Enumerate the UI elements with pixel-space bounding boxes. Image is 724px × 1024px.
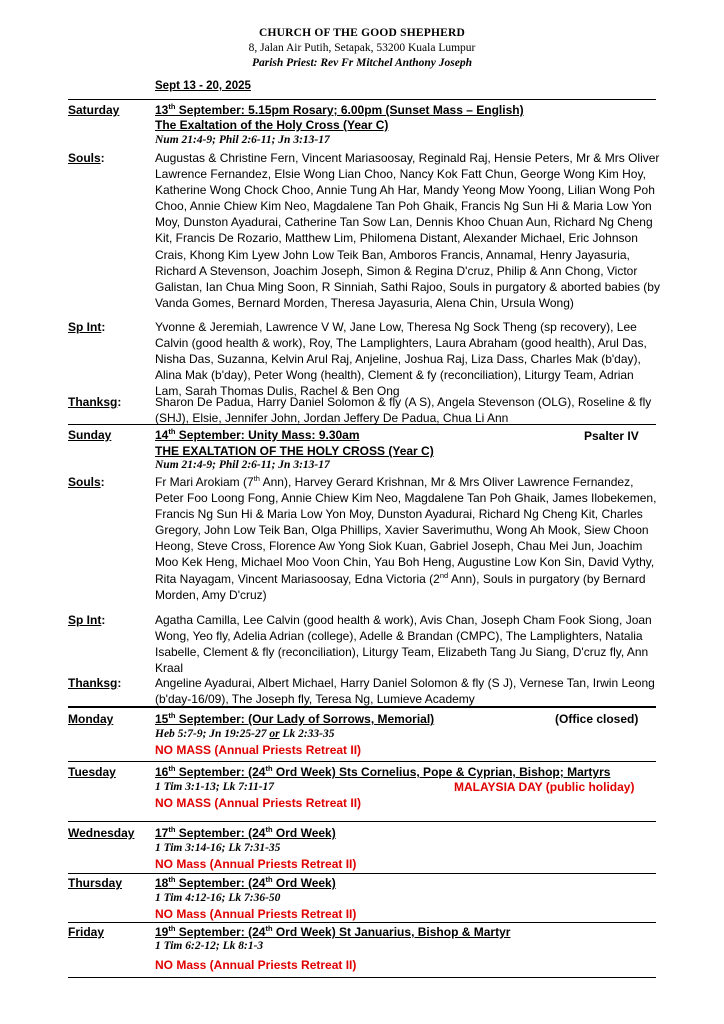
tuesday-no-mass: NO MASS (Annual Priests Retreat II) [155,796,362,810]
thanksg-label: Thanksg: [68,676,122,690]
wednesday-no-mass: NO Mass (Annual Priests Retreat II) [155,857,357,871]
day-label-wednesday: Wednesday [68,826,135,840]
tuesday-readings: 1 Tim 3:1-13; Lk 7:11-17 [155,781,275,793]
parish-priest: Parish Priest: Rev Fr Mitchel Anthony Joseph [251,57,472,69]
sp-int-label: Sp Int: [68,613,106,627]
monday-title: 15th September: (Our Lady of Sorrows, Memorial) [155,711,435,726]
monday-no-mass: NO MASS (Annual Priests Retreat II) [155,743,362,757]
thursday-no-mass: NO Mass (Annual Priests Retreat II) [155,907,357,921]
friday-no-mass: NO Mass (Annual Priests Retreat II) [155,958,357,972]
sunday-souls-list: Fr Mari Arokiam (7th Ann), Harvey Gerard Krishnan, Mr & Mrs Oliver Lawrence Fernandez, Peter Foo Loong Fong, Annie Chiew Kim Neo, Magdalene Tan Poh Ghaik, James Ilobekemen, Francis Ng Sun Hi & Maria Low Yon Moy, Dunston Ayadurai, Richard Ng Cheng Kit, Charles Gregory, John Low Teik Ban, Olga Phillips, Xavier Saverimuthu, Wong Ah Mook, Siew Choon Heong, Steve Cross, Florence Aw Yong Siok Kuan, Gabriel Joseph, Chau Mei Jun, Joachim Moo Kek Heng, Michael Moo Voon Chin, Yau Boh Heng, Augustine Low Kon Sin, David Vythy, Rita Nayagam, Vincent Mariasoosay, Edna Victoria (2nd Ann), Souls in purgatory (by Bernard Morden, Amy D'cruz) [155,474,657,602]
wednesday-title: 17th September: (24th Ord Week) [155,825,336,840]
sp-int-label: Sp Int: [68,320,106,334]
thanksg-label: Thanksg: [68,395,122,409]
malaysia-day-holiday: MALAYSIA DAY (public holiday) [454,780,635,794]
souls-label: Souls: [68,151,105,165]
day-label-saturday: Saturday [68,103,120,117]
friday-title: 19th September: (24th Ord Week) St Januarius, Bishop & Martyr [155,924,511,939]
office-closed-note: (Office closed) [555,712,639,726]
thursday-title: 18th September: (24th Ord Week) [155,875,336,890]
wednesday-readings: 1 Tim 3:14-16; Lk 7:31-35 [155,842,281,854]
sunday-thanksg-list: Angeline Ayadurai, Albert Michael, Harry Daniel Solomon & fly (S J), Vernese Tan, Irwin Leong (b'day-16/09), The Joseph fly, Teresa Ng, Lumieve Academy [155,676,655,707]
divider [68,706,656,708]
saturday-readings: Num 21:4-9; Phil 2:6-11; Jn 3:13-17 [155,134,330,146]
day-label-friday: Friday [68,925,105,939]
day-label-thursday: Thursday [68,876,123,890]
divider [68,873,656,874]
saturday-mass-title: 13th September: 5.15pm Rosary; 6.00pm (Sunset Mass – English) [155,102,524,117]
divider [68,977,656,978]
saturday-sp-int-list: Yvonne & Jeremiah, Lawrence V W, Jane Low, Theresa Ng Sock Theng (sp recovery), Lee Calvin (good health & work), Roy, The Lamplighters, Laura Abraham (good health), Arul Das, Nisha Das, Suzanna, Kelvin Arul Raj, Anjeline, Joshua Raj, Liza Dass, Charles Mak (b'day), Alina Mak (b'day), Peter Wong (health), Clement & fy (reconciliation), Liturgy Team, Adrian Lam, Sarah Thomas Dulis, Rachel & Ben Ong [155,320,647,399]
psalter-note: Psalter IV [584,429,639,443]
church-address: 8, Jalan Air Putih, Setapak, 53200 Kuala Lumpur [248,42,476,54]
monday-readings: Heb 5:7-9; Jn 19:25-27 or Lk 2:33-35 [155,728,335,740]
friday-readings: 1 Tim 6:2-12; Lk 8:1-3 [155,940,264,952]
saturday-souls-list: Augustas & Christine Fern, Vincent Mariasoosay, Reginald Raj, Hensie Peters, Mr & Mrs Oliver Lawrence Fernandez, Elsie Wong Lian Choo, Nancy Kok Fatt Chun, George Wong Kim Hoy, Katherine Wong Chock Choo, Annie Tung Ah Har, Mandy Yeong Mow Yoong, Lilian Wong Poh Choo, Annie Chiew Kim Neo, Magdalene Tan Poh Ghaik, Francis Ng Sun Hi & Maria Low Yon Moy, Dunston Ayadurai, Catherine Tan Sow Lan, Dennis Khoo Chuan Aun, Richard Ng Cheng Kit, Francis De Rozario, Matthew Lim, Philomena Distant, Alexander Michael, Eric Johnson Crais, Khong Kim Lyew John Low Teik Ban, Amboros Francis, Annamal, Henry Jayasuria, Richard A Stevenson, Joachim Joseph, Simon & Regina D'cruz, Philip & Ann Chong, Victor Galistan, Ian Chua Ming Soon, R Sinniah, Sathi Rajoo, Souls in purgatory & aborted babies (by Vanda Gomes, Bernard Morden, Theresa Jayasuria, Alena Chin, Ursula Wong) [155,151,660,310]
souls-label: Souls: [68,475,105,489]
divider [68,922,656,923]
divider [68,821,656,822]
week-range: Sept 13 - 20, 2025 [155,80,251,92]
divider [68,424,656,425]
sunday-mass-title: 14th September: Unity Mass: 9.30am [155,427,360,442]
saturday-thanksg-list: Sharon De Padua, Harry Daniel Solomon & fly (A S), Angela Stevenson (OLG), Roseline & fly (SHJ), Elsie, Jennifer John, Jordan Jeffery De Padua, Chua Li Ann [155,395,652,426]
day-label-monday: Monday [68,712,114,726]
thursday-readings: 1 Tim 4:12-16; Lk 7:36-50 [155,892,281,904]
tuesday-title: 16th September: (24th Ord Week) Sts Cornelius, Pope & Cyprian, Bishop; Martyrs [155,764,611,779]
sunday-readings: Num 21:4-9; Phil 2:6-11; Jn 3:13-17 [155,459,330,471]
sunday-feast: THE EXALTATION OF THE HOLY CROSS (Year C) [155,444,434,458]
divider [68,761,656,762]
day-label-tuesday: Tuesday [68,765,116,779]
divider [68,99,656,100]
saturday-feast: The Exaltation of the Holy Cross (Year C) [155,118,389,132]
day-label-sunday: Sunday [68,428,112,442]
sunday-sp-int-list: Agatha Camilla, Lee Calvin (good health & work), Avis Chan, Joseph Cham Fook Siong, Joan Wong, Yeo fly, Adelia Adrian (college), Adelle & Brandan (CMPC), The Lamplighters, Natalia Isabelle, Clement & fly (reconciliation), Liturgy Team, Elizabeth Tang Ju Siang, D'cruz fly, Ann Kraal [155,613,652,676]
church-name: CHURCH OF THE GOOD SHEPHERD [258,27,466,39]
